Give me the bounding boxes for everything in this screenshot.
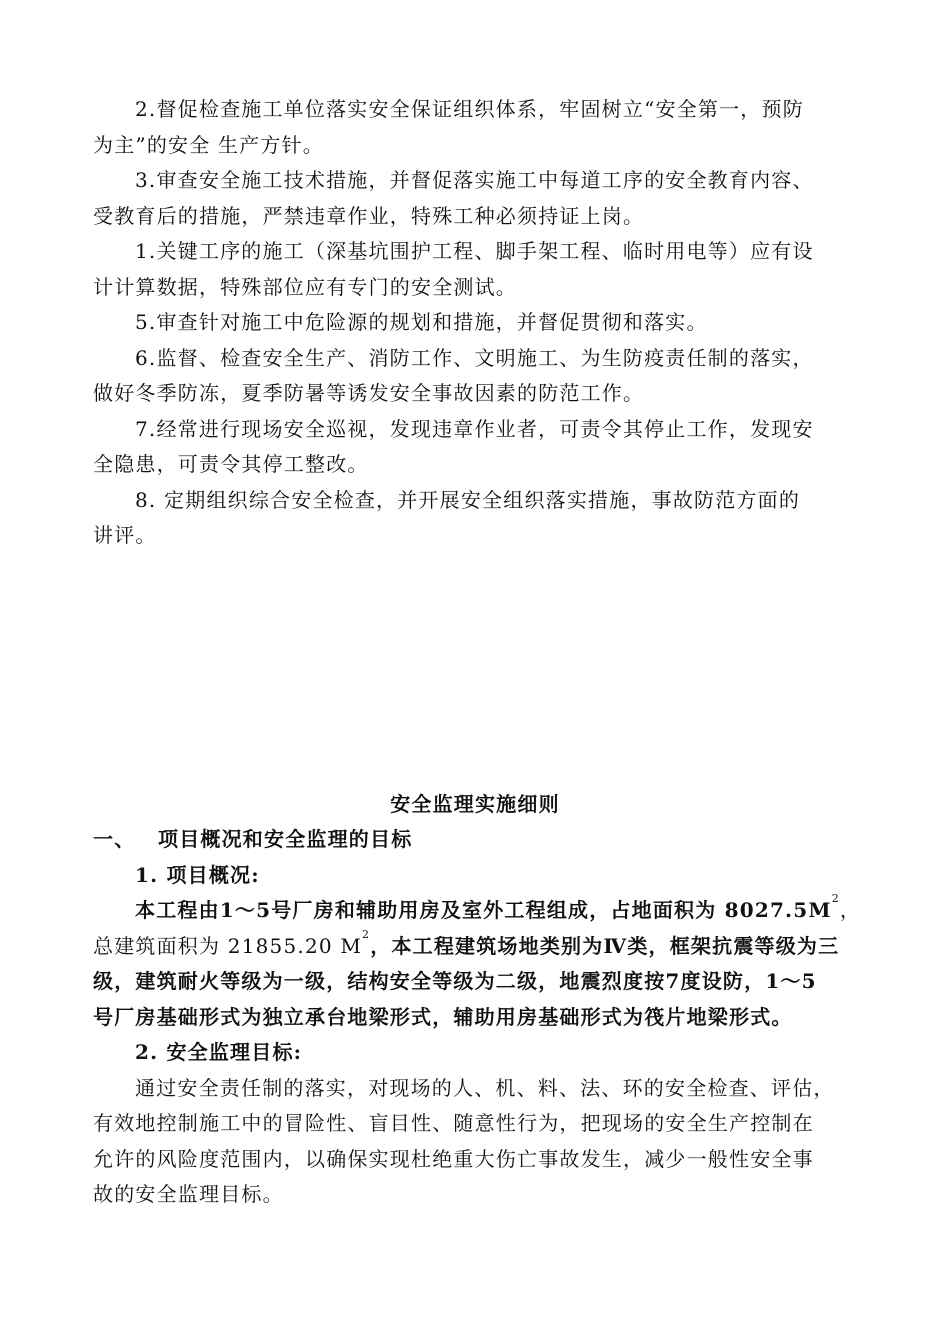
- list-item: 5.审查针对施工中危险源的规划和措施，并督促贯彻和落实。: [135, 310, 708, 334]
- project-overview-section: [93, 822, 863, 1213]
- list-item: 6.监督、检查安全生产、消防工作、文明施工、为生防疫责任制的落实， 做好冬季防冻，夏季防暑等诱发安全事故因素的防范工作。: [93, 345, 814, 405]
- list-item: 3.审查安全施工技术措施，并督促落实施工中每道工序的安全教育内容、 受教育后的措施，严禁违章作业，特殊工种必须持证上岗。: [93, 168, 814, 228]
- section-heading: [93, 822, 863, 858]
- document-title: 安全监理实施细则: [390, 792, 560, 816]
- subsection-heading-goals: 2. 安全监理目标:: [135, 1040, 303, 1064]
- duty-list: [93, 92, 863, 554]
- goals-paragraph: 通过安全责任制的落实，对现场的人、机、料、法、环的安全检查、评估， 有效地控制施工中的冒险性、盲目性、随意性行为，把现场的安全生产控制在 允许的风险度范围内，以确保实现杜绝重大伤亡事故发生，减少一般性安全事 故的安全监理目标。: [93, 1075, 835, 1206]
- list-item: 7.经常进行现场安全巡视，发现违章作业者，可责令其停止工作，发现安 全隐患，可责令其停工整改。: [93, 416, 814, 476]
- list-item: 1.关键工序的施工（深基坑围护工程、脚手架工程、临时用电等）应有设 计计算数据，特殊部位应有专门的安全测试。: [93, 239, 814, 299]
- section-number: 一、: [93, 827, 136, 851]
- list-item: 2.督促检查施工单位落实安全保证组织体系，牢固树立“安全第一，预防 为主”的安全 生产方针。: [93, 97, 804, 157]
- overview-paragraph: 本工程由1～5号厂房和辅助用房及室外工程组成，占地面积为 $8027.5M^2$， 总建筑面积为 21855.20 $M^2$，本工程建筑场地类别为Ⅳ类，框架抗震等级为三 级，建筑耐火等级为一级，结构安全等级为二级，地震烈度按7度设防，1～5 号厂房基础形式为独立承台地梁形式，辅助用房基础形式为筏片地梁形式。: [93, 892, 862, 1029]
- list-item: 8. 定期组织综合安全检查，并开展安全组织落实措施，事故防范方面的 讲评。: [93, 487, 801, 547]
- subsection-heading-overview: 1. 项目概况:: [135, 862, 260, 887]
- section-title: 项目概况和安全监理的目标: [158, 827, 413, 851]
